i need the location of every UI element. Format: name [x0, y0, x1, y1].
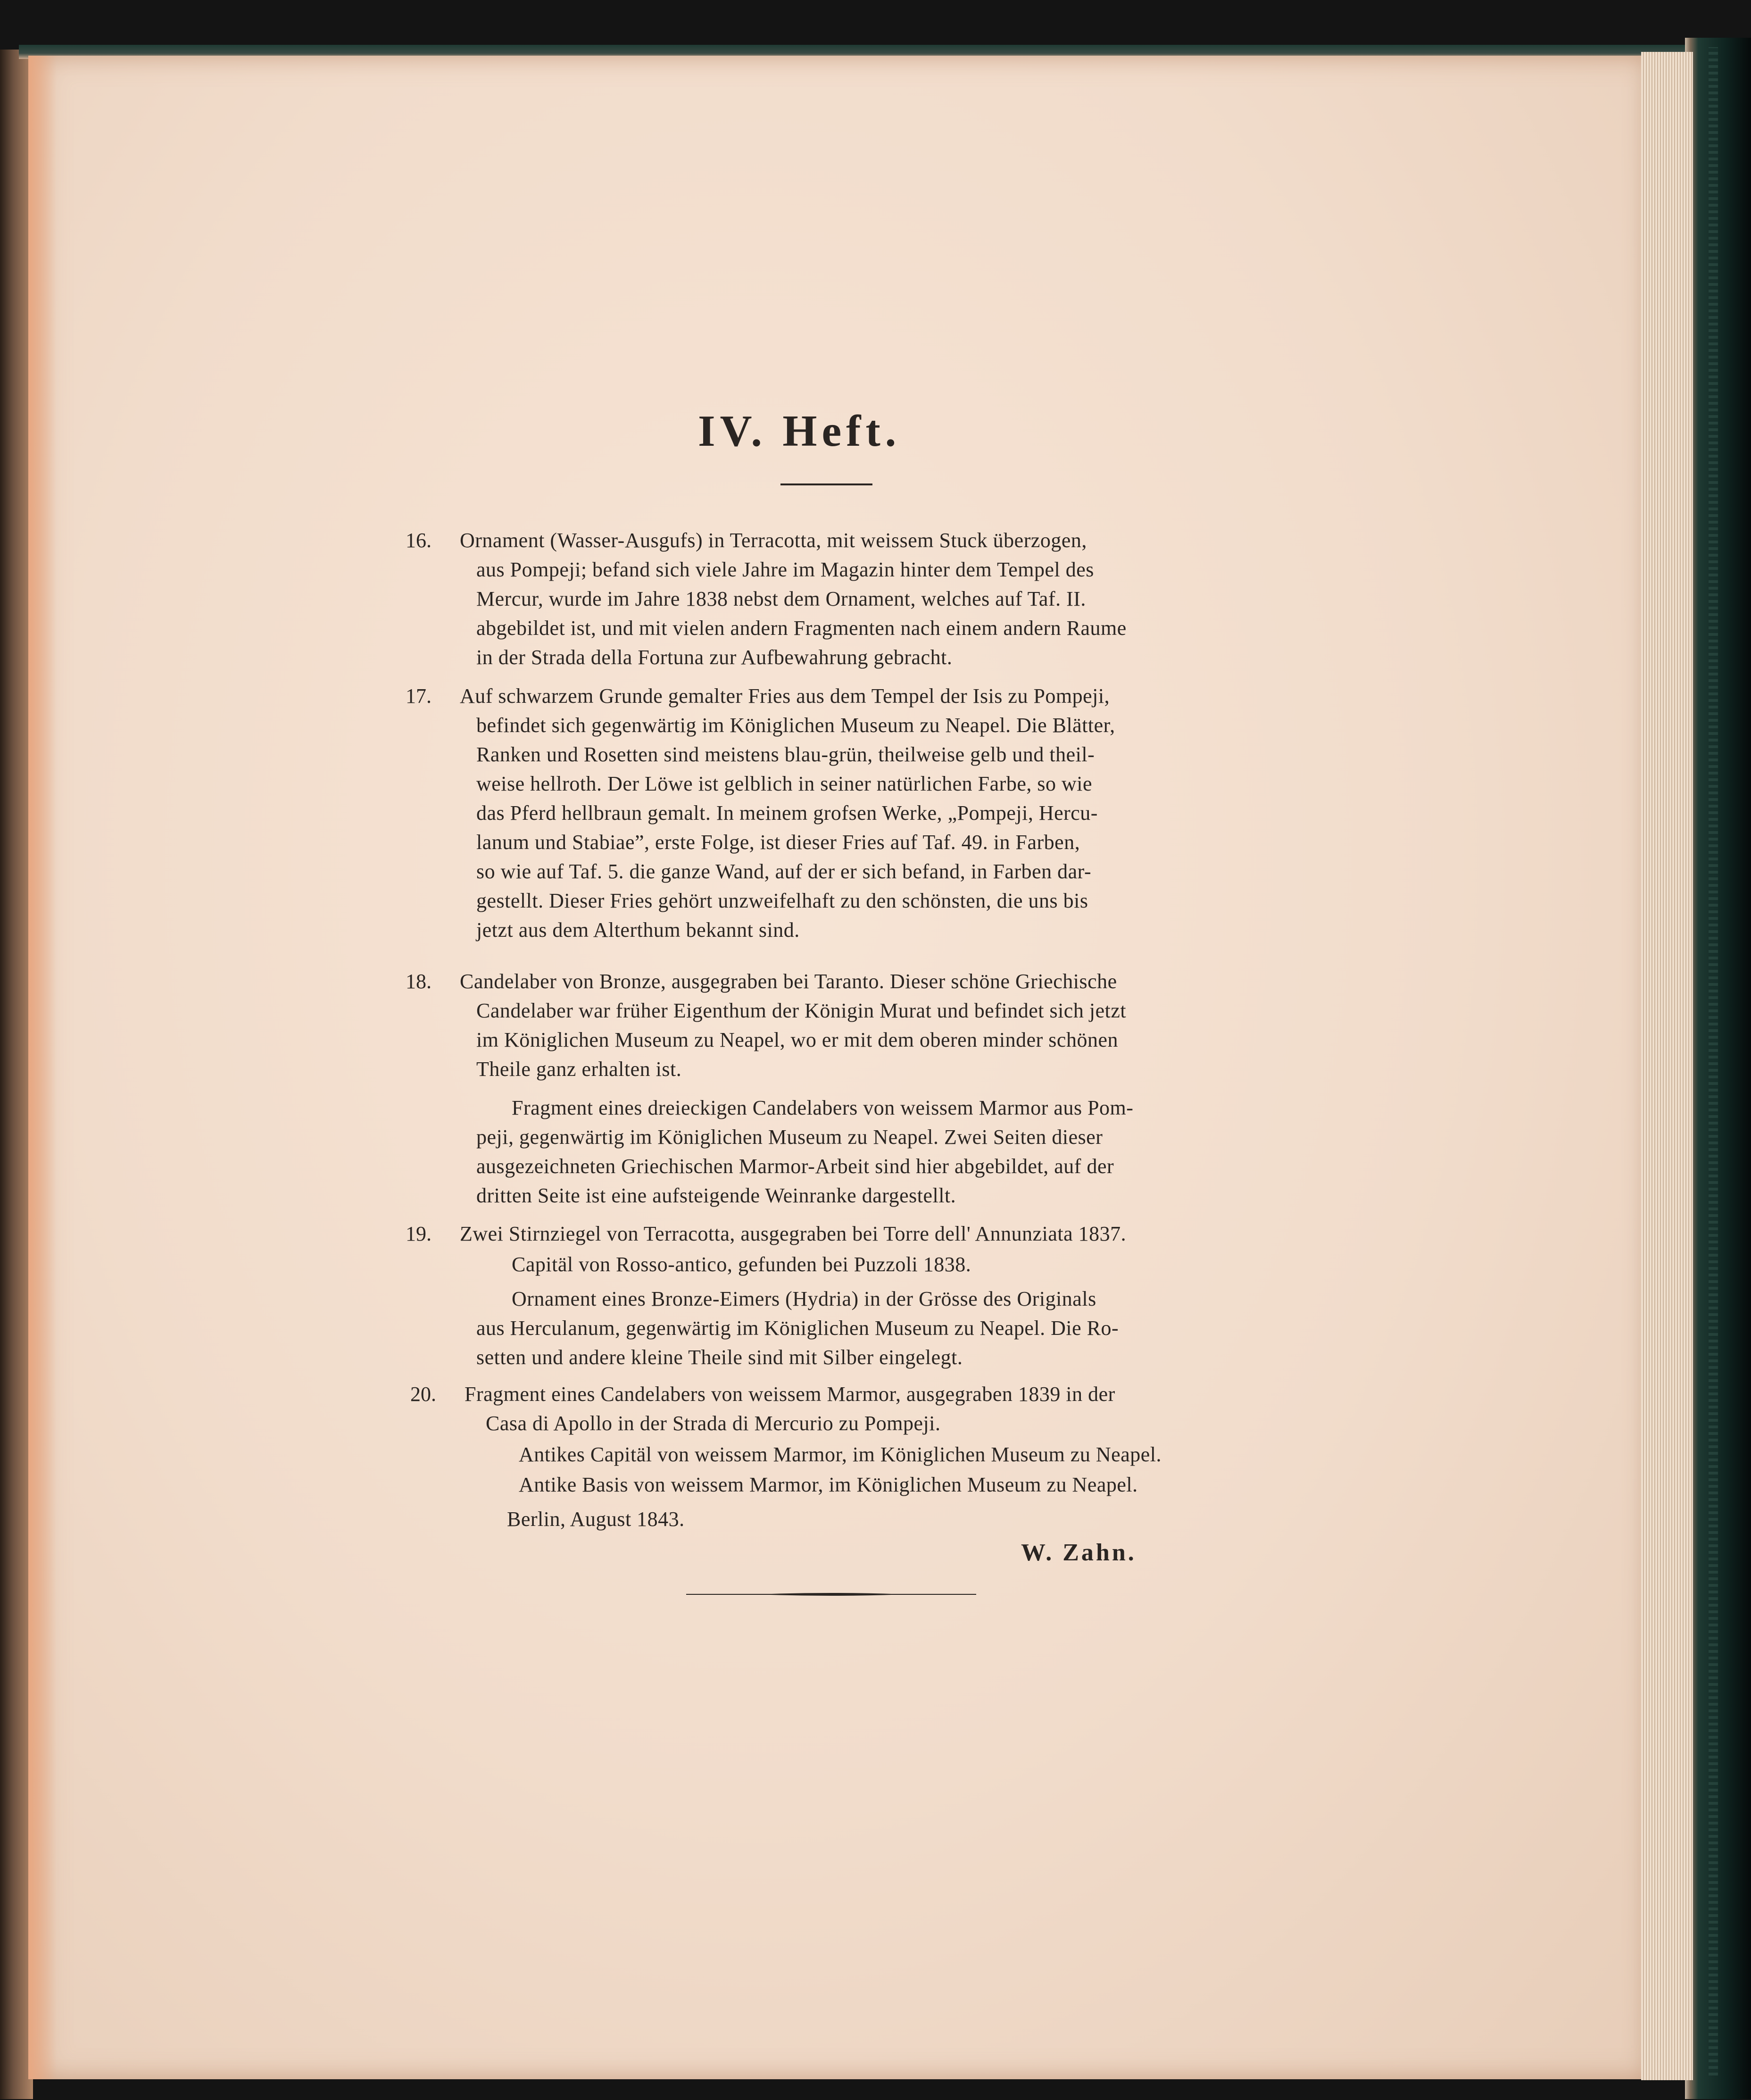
entry-line: im Königlichen Museum zu Neapel, wo er mit dem oberen minder schönen — [476, 1028, 1118, 1051]
entry-line: in der Strada della Fortuna zur Aufbewahrung gebracht. — [476, 646, 953, 669]
entry-line: so wie auf Taf. 5. die ganze Wand, auf der er sich befand, in Farben dar- — [476, 860, 1092, 883]
entry-line: Ornament (Wasser-Ausgufs) in Terracotta, mit weissem Stuck überzogen, — [460, 529, 1087, 552]
entry-number: 18. — [406, 970, 432, 993]
entry-line: gestellt. Dieser Fries gehört unzweifelhaft zu den schönsten, die uns bis — [476, 889, 1088, 912]
entry-line: Fragment eines Candelabers von weissem Marmor, ausgegraben 1839 in der — [465, 1383, 1115, 1406]
entry-line: peji, gegenwärtig im Königlichen Museum zu Neapel. Zwei Seiten dieser — [476, 1125, 1103, 1149]
entry-line: Candelaber von Bronze, ausgegraben bei Taranto. Dieser schöne Griechische — [460, 970, 1117, 993]
entry-line: weise hellroth. Der Löwe ist gelblich in seiner natürlichen Farbe, so wie — [476, 772, 1093, 795]
book-page — [28, 56, 1651, 2079]
entry-line: lanum und Stabiae”, erste Folge, ist dieser Fries auf Taf. 49. in Farben, — [476, 831, 1080, 854]
entry-line: Theile ganz erhalten ist. — [476, 1058, 682, 1081]
book-cover-right — [1685, 38, 1751, 2099]
entry-number: 16. — [406, 529, 432, 552]
entry-line: Fragment eines dreieckigen Candelabers von weissem Marmor aus Pom- — [512, 1096, 1134, 1119]
entry-line: jetzt aus dem Alterthum bekannt sind. — [476, 918, 800, 942]
page-edges — [1641, 52, 1693, 2080]
entry-line: aus Herculanum, gegenwärtig im Königlichen Museum zu Neapel. Die Ro- — [476, 1317, 1119, 1340]
entry-line: befindet sich gegenwärtig im Königlichen Museum zu Neapel. Die Blätter, — [476, 714, 1115, 737]
author-signature: W. Zahn. — [1021, 1539, 1137, 1566]
entry-line: Ornament eines Bronze-Eimers (Hydria) in der Grösse des Originals — [512, 1287, 1096, 1310]
entry-line: abgebildet ist, und mit vielen andern Fragmenten nach einem andern Raume — [476, 617, 1127, 640]
entry-line: Ranken und Rosetten sind meistens blau-grün, theilweise gelb und theil- — [476, 743, 1095, 766]
place-date: Berlin, August 1843. — [507, 1508, 685, 1531]
entry-line: Capitäl von Rosso-antico, gefunden bei Puzzoli 1838. — [512, 1253, 971, 1276]
entry-line: aus Pompeji; befand sich viele Jahre im Magazin hinter dem Tempel des — [476, 558, 1094, 581]
entry-line: das Pferd hellbraun gemalt. In meinem grofsen Werke, „Pompeji, Hercu- — [476, 801, 1098, 825]
entry-line: Zwei Stirnziegel von Terracotta, ausgegraben bei Torre dell' Annunziata 1837. — [460, 1222, 1127, 1245]
entry-line: Auf schwarzem Grunde gemalter Fries aus dem Tempel der Isis zu Pompeji, — [460, 684, 1110, 708]
entry-line: Mercur, wurde im Jahre 1838 nebst dem Ornament, welches auf Taf. II. — [476, 587, 1086, 610]
closing-rule — [686, 1592, 976, 1597]
entry-line: Antikes Capitäl von weissem Marmor, im Königlichen Museum zu Neapel. — [519, 1443, 1162, 1466]
entry-line: Antike Basis von weissem Marmor, im Königlichen Museum zu Neapel. — [519, 1473, 1138, 1496]
entry-number: 19. — [406, 1222, 432, 1245]
entry-number: 17. — [406, 684, 432, 708]
entry-line: setten und andere kleine Theile sind mit Silber eingelegt. — [476, 1346, 963, 1369]
entry-number: 20. — [410, 1383, 436, 1406]
page-heading: IV. Heft. — [698, 407, 901, 456]
entry-line: ausgezeichneten Griechischen Marmor-Arbeit sind hier abgebildet, auf der — [476, 1155, 1114, 1178]
heading-rule — [780, 483, 872, 485]
entry-line: dritten Seite ist eine aufsteigende Weinranke dargestellt. — [476, 1184, 956, 1207]
entry-line: Casa di Apollo in der Strada di Mercurio zu Pompeji. — [486, 1412, 941, 1435]
cover-cloth-texture — [1709, 47, 1718, 2075]
entry-line: Candelaber war früher Eigenthum der Königin Murat und befindet sich jetzt — [476, 999, 1127, 1022]
page-gutter-tint — [28, 56, 57, 2079]
